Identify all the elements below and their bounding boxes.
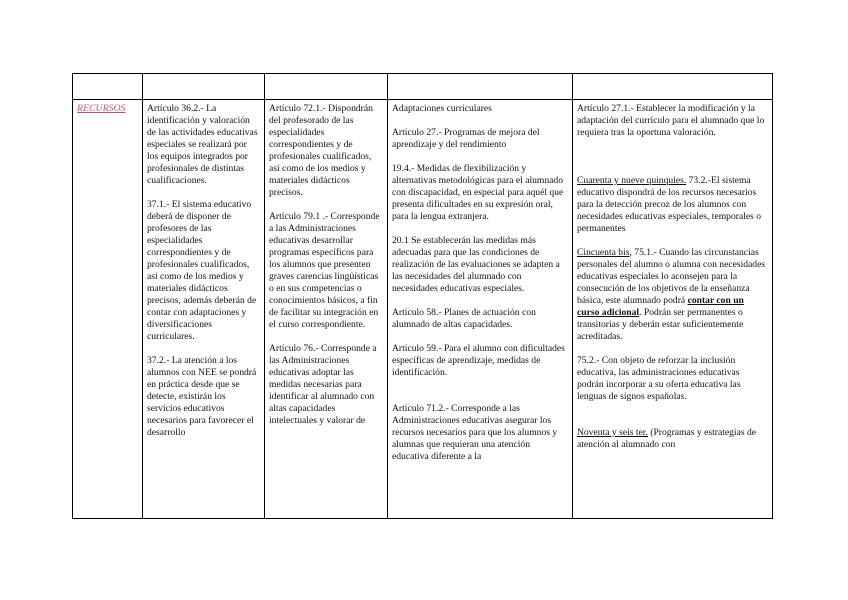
paragraph: Artículo 58.- Planes de actuación con alumnado de altas capacidades.: [392, 307, 536, 330]
paragraph: 19.4.- Medidas de flexibilización y alternativas metodológicas para el alumnado con discapacidad, en especial para aquél que presenta dificultades en su expresión oral, para la lengua extranjera.: [392, 163, 564, 222]
header-cell: [143, 74, 265, 100]
paragraph: 20.1 Se establecerán las medidas más adecuadas para que las condiciones de realización de las evaluaciones se adapten a las necesidades del alumnado con necesidades educativas especiales.: [392, 235, 560, 294]
table-cell: [143, 100, 265, 519]
row-label-recursos[interactable]: RECURSOS: [77, 103, 126, 114]
link-cuarenta-y-nueve[interactable]: Cuarenta y nueve quinquies.: [577, 175, 687, 186]
paragraph: Artículo 27.- Programas de mejora del aprendizaje y del rendimiento: [392, 127, 540, 150]
paragraph: Artículo 27.1.- Establecer la modificación y la adaptación del currículo para el alumnado que lo requiera tras la oportuna valoración.: [577, 103, 765, 138]
link-cincuenta-bis[interactable]: Cincuenta bis: [577, 247, 630, 258]
table-cell: [573, 100, 773, 519]
paragraph: Artículo 36.2.- La identificación y valoración de las actividades educativas especiales se realizará por los equipos integrados por profesionales de distintas cualificaciones.: [147, 103, 258, 186]
header-cell: [265, 74, 388, 100]
paragraph: Adaptaciones curriculares: [392, 103, 492, 114]
link-noventa-y-seis[interactable]: Noventa y seis ter.: [577, 427, 648, 438]
paragraph-text: 73.2.-El sistema educativo dispondrá de los recursos necesarios para la detección precoz de los alumnos con necesidades educativas especiales, temporales o permanentes: [577, 175, 762, 234]
header-cell: [73, 74, 143, 100]
paragraph: Artículo 59.- Para el alumno con dificultades específicas de aprendizaje, medidas de identificación.: [392, 343, 565, 378]
paragraph: Artículo 79.1 .- Corresponde a las Administraciones educativas desarrollar programas específicos para los alumnos que presenten graves carencias lingüísticas o en sus competencias o conocimientos básicos, a fin de facilitar su integración en el curso correspondiente.: [269, 211, 380, 330]
paragraph: [577, 427, 768, 451]
paragraph-text: , 75.1.- Cuando las circunstancias personales del alumno o alumna con necesidades educativas especiales lo aconsejen para la consecución de los objetivos de la enseñanza básica, este alumnado podrá: [577, 247, 766, 306]
paragraph-text: . Podrán ser permanentes o transitorias y deberán estar suficientemente acreditadas.: [577, 307, 744, 342]
paragraph: Artículo 72.1.- Dispondrán del profesorado de las especialidades correspondientes y de profesionales cualificados, así como de los medios y materiales didácticos precisos.: [269, 103, 373, 198]
paragraph: 37.1.- El sistema educativo deberá de disponer de profesores de las especialidades correspondientes y de profesionales cualificados, así como de los medios y materiales didácticos precisos, además deberán de contar con adaptaciones y diversificaciones curriculares.: [147, 199, 257, 342]
paragraph: [577, 175, 768, 235]
header-cell: [573, 74, 773, 100]
paragraph: Artículo 76.- Corresponde a las Administraciones educativas adoptar las medidas necesarias para identificar al alumnado con altas capacidades intelectuales y valorar de: [269, 343, 377, 426]
table-cell: [388, 100, 573, 519]
table-row: [73, 100, 773, 519]
row-label-cell: [73, 100, 143, 519]
paragraph-text: (Programas y estrategias de atención al alumnado con: [577, 427, 757, 450]
emphasis-text: contar con un curso adicional: [577, 295, 744, 318]
paragraph: Artículo 71.2.- Corresponde a las Administraciones educativas asegurar los recursos necesarios para que los alumnos y alumnas que requieran una atención educativa diferente a la: [392, 403, 558, 462]
table-cell: [265, 100, 388, 519]
header-cell: [388, 74, 573, 100]
table-header-row: [73, 74, 773, 100]
paragraph: [577, 247, 768, 343]
paragraph: 37.2.- La atención a los alumnos con NEE se pondrá en práctica desde que se detecte, existirán los servicios educativos necesarios para favorecer el desarrollo: [147, 355, 257, 438]
paragraph: 75.2.- Con objeto de reforzar la inclusión educativa, las administraciones educativas podrán incorporar a su oferta educativa las lenguas de signos españolas.: [577, 355, 741, 402]
content-table: [72, 73, 773, 519]
